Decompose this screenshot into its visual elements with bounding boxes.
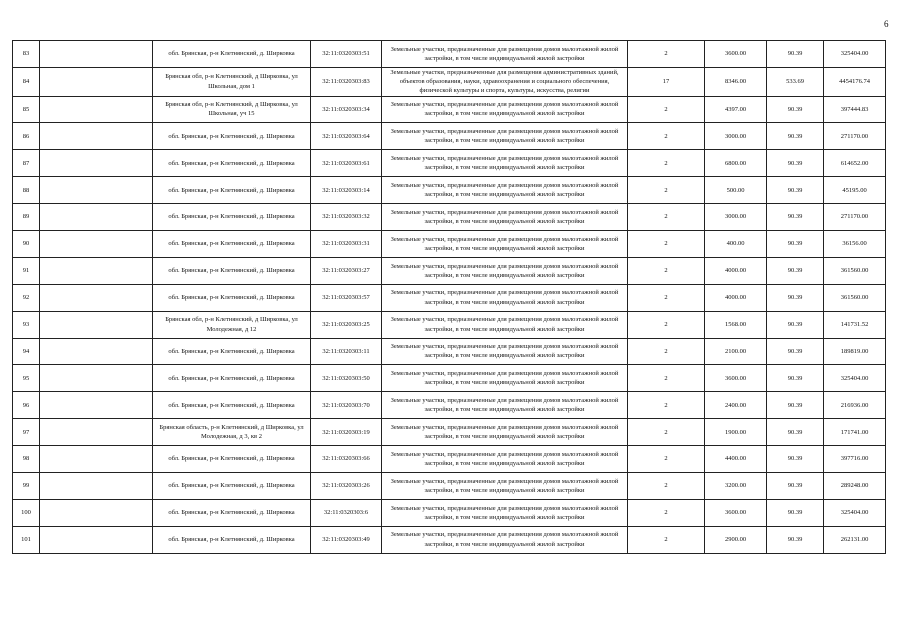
cell-use-group: 2 [628, 177, 705, 204]
cell-area: 3600.00 [705, 41, 767, 68]
cell-row-number: 83 [13, 41, 40, 68]
cell-spacer [40, 150, 153, 177]
cell-row-number: 91 [13, 257, 40, 284]
cell-cadastral-number: 32:11:0320303:66 [311, 446, 382, 473]
cell-spacer [40, 284, 153, 311]
cell-use-group: 2 [628, 392, 705, 419]
cell-specific-value: 90.39 [767, 311, 824, 338]
cell-land-use: Земельные участки, предназначенные для размещения домов малоэтажной жилой застройки, в том числе индивидуальной жилой застройки [382, 499, 628, 526]
cell-area: 1568.00 [705, 311, 767, 338]
cell-specific-value: 90.39 [767, 123, 824, 150]
cell-row-number: 84 [13, 67, 40, 96]
cell-spacer [40, 365, 153, 392]
cell-cadastral-value: 325404.00 [824, 41, 886, 68]
cell-use-group: 2 [628, 123, 705, 150]
cell-spacer [40, 526, 153, 553]
cell-spacer [40, 230, 153, 257]
table-row [13, 41, 886, 68]
table-row [13, 177, 886, 204]
cell-cadastral-value: 397444.83 [824, 96, 886, 123]
cell-specific-value: 90.39 [767, 526, 824, 553]
cell-cadastral-value: 614652.00 [824, 150, 886, 177]
cell-cadastral-value: 271170.00 [824, 204, 886, 231]
cell-address: обл. Брянская, р-н Клетнянский, д. Ширковка [153, 499, 311, 526]
cell-row-number: 99 [13, 472, 40, 499]
table-row [13, 526, 886, 553]
cell-specific-value: 90.39 [767, 499, 824, 526]
cell-address: обл. Брянская, р-н Клетнянский, д. Ширковка [153, 526, 311, 553]
cell-spacer [40, 204, 153, 231]
cell-spacer [40, 446, 153, 473]
cell-row-number: 94 [13, 338, 40, 365]
cell-land-use: Земельные участки, предназначенные для размещения домов малоэтажной жилой застройки, в том числе индивидуальной жилой застройки [382, 338, 628, 365]
table-body [13, 41, 886, 554]
cell-area: 4000.00 [705, 257, 767, 284]
cell-area: 3000.00 [705, 204, 767, 231]
cell-area: 4000.00 [705, 284, 767, 311]
cell-row-number: 97 [13, 419, 40, 446]
cell-area: 4397.00 [705, 96, 767, 123]
table-row [13, 257, 886, 284]
cell-row-number: 85 [13, 96, 40, 123]
cell-address: обл. Брянская, р-н Клетнянский, д. Ширковка [153, 257, 311, 284]
cell-address: обл. Брянская, р-н Клетнянский, д. Ширковка [153, 446, 311, 473]
cell-use-group: 2 [628, 419, 705, 446]
cell-cadastral-number: 32:11:0320303:31 [311, 230, 382, 257]
cell-cadastral-number: 32:11:0320303:27 [311, 257, 382, 284]
cell-cadastral-value: 189819.00 [824, 338, 886, 365]
cell-cadastral-value: 361560.00 [824, 257, 886, 284]
cell-specific-value: 90.39 [767, 41, 824, 68]
cell-land-use: Земельные участки, предназначенные для размещения домов малоэтажной жилой застройки, в том числе индивидуальной жилой застройки [382, 365, 628, 392]
table-row [13, 499, 886, 526]
table-row [13, 311, 886, 338]
cell-row-number: 90 [13, 230, 40, 257]
cell-address: Брянская область, р-н Клетнянский, д Ширковка, ул Молодежная, д 3, кв 2 [153, 419, 311, 446]
cell-specific-value: 90.39 [767, 392, 824, 419]
cell-area: 2100.00 [705, 338, 767, 365]
cell-cadastral-number: 32:11:0320303:61 [311, 150, 382, 177]
cell-cadastral-value: 325404.00 [824, 499, 886, 526]
cell-cadastral-value: 289248.00 [824, 472, 886, 499]
cell-specific-value: 533.69 [767, 67, 824, 96]
cell-cadastral-number: 32:11:0320303:25 [311, 311, 382, 338]
cell-land-use: Земельные участки, предназначенные для размещения административных зданий, объектов образования, науки, здравоохранения и социального обеспечения, физической культуры и спорта, культуры, искусства, религии [382, 67, 628, 96]
cell-cadastral-number: 32:11:0320303:70 [311, 392, 382, 419]
cell-row-number: 96 [13, 392, 40, 419]
cell-spacer [40, 41, 153, 68]
cell-cadastral-value: 262131.00 [824, 526, 886, 553]
cell-address: обл. Брянская, р-н Клетнянский, д. Ширковка [153, 284, 311, 311]
cell-row-number: 101 [13, 526, 40, 553]
cell-use-group: 2 [628, 96, 705, 123]
table-row [13, 230, 886, 257]
table-row [13, 392, 886, 419]
cell-specific-value: 90.39 [767, 365, 824, 392]
cell-use-group: 2 [628, 311, 705, 338]
cell-area: 8346.00 [705, 67, 767, 96]
cell-spacer [40, 177, 153, 204]
cell-area: 3200.00 [705, 472, 767, 499]
cell-cadastral-value: 271170.00 [824, 123, 886, 150]
cell-use-group: 2 [628, 338, 705, 365]
cell-use-group: 2 [628, 150, 705, 177]
cell-land-use: Земельные участки, предназначенные для размещения домов малоэтажной жилой застройки, в том числе индивидуальной жилой застройки [382, 123, 628, 150]
cell-cadastral-number: 32:11:0320303:64 [311, 123, 382, 150]
cell-use-group: 17 [628, 67, 705, 96]
cell-cadastral-number: 32:11:0320303:50 [311, 365, 382, 392]
cell-spacer [40, 338, 153, 365]
cell-cadastral-number: 32:11:0320303:32 [311, 204, 382, 231]
cell-cadastral-number: 32:11:0320303:51 [311, 41, 382, 68]
cell-area: 3000.00 [705, 123, 767, 150]
table-row [13, 338, 886, 365]
cell-cadastral-value: 141731.52 [824, 311, 886, 338]
cell-area: 3600.00 [705, 365, 767, 392]
cell-area: 400.00 [705, 230, 767, 257]
cell-address: Брянская обл, р-н Клетнянский, д Ширковка, ул Молодежная, д 12 [153, 311, 311, 338]
cell-spacer [40, 499, 153, 526]
cell-address: обл. Брянская, р-н Клетнянский, д. Ширковка [153, 177, 311, 204]
cell-cadastral-number: 32:11:0320303:19 [311, 419, 382, 446]
cell-area: 6800.00 [705, 150, 767, 177]
cell-land-use: Земельные участки, предназначенные для размещения домов малоэтажной жилой застройки, в том числе индивидуальной жилой застройки [382, 257, 628, 284]
cell-use-group: 2 [628, 284, 705, 311]
cell-specific-value: 90.39 [767, 472, 824, 499]
cell-address: Брянская обл, р-н Клетнянский, д Ширковка, ул Школьная, дом 1 [153, 67, 311, 96]
cell-use-group: 2 [628, 365, 705, 392]
cell-land-use: Земельные участки, предназначенные для размещения домов малоэтажной жилой застройки, в том числе индивидуальной жилой застройки [382, 177, 628, 204]
table-row [13, 204, 886, 231]
cell-address: обл. Брянская, р-н Клетнянский, д. Ширковка [153, 123, 311, 150]
cell-land-use: Земельные участки, предназначенные для размещения домов малоэтажной жилой застройки, в том числе индивидуальной жилой застройки [382, 419, 628, 446]
cell-area: 4400.00 [705, 446, 767, 473]
cell-cadastral-value: 361560.00 [824, 284, 886, 311]
cell-land-use: Земельные участки, предназначенные для размещения домов малоэтажной жилой застройки, в том числе индивидуальной жилой застройки [382, 204, 628, 231]
cell-area: 1900.00 [705, 419, 767, 446]
table-row [13, 472, 886, 499]
cell-use-group: 2 [628, 446, 705, 473]
cell-address: обл. Брянская, р-н Клетнянский, д. Ширковка [153, 338, 311, 365]
cell-area: 2400.00 [705, 392, 767, 419]
cell-specific-value: 90.39 [767, 446, 824, 473]
cell-cadastral-number: 32:11:0320303:14 [311, 177, 382, 204]
cell-row-number: 87 [13, 150, 40, 177]
cell-cadastral-value: 397716.00 [824, 446, 886, 473]
cell-cadastral-value: 4454176.74 [824, 67, 886, 96]
cell-address: обл. Брянская, р-н Клетнянский, д. Ширковка [153, 392, 311, 419]
cell-cadastral-number: 32:11:0320303:34 [311, 96, 382, 123]
cell-spacer [40, 67, 153, 96]
cell-address: обл. Брянская, р-н Клетнянский, д. Ширковка [153, 472, 311, 499]
table-row [13, 96, 886, 123]
cell-area: 2900.00 [705, 526, 767, 553]
cell-row-number: 89 [13, 204, 40, 231]
page-number: 6 [884, 19, 889, 29]
cell-use-group: 2 [628, 41, 705, 68]
cell-row-number: 93 [13, 311, 40, 338]
cell-use-group: 2 [628, 526, 705, 553]
cell-spacer [40, 257, 153, 284]
cell-cadastral-number: 32:11:0320303:11 [311, 338, 382, 365]
cell-land-use: Земельные участки, предназначенные для размещения домов малоэтажной жилой застройки, в том числе индивидуальной жилой застройки [382, 230, 628, 257]
cell-specific-value: 90.39 [767, 150, 824, 177]
table-row [13, 284, 886, 311]
cell-cadastral-value: 45195.00 [824, 177, 886, 204]
cell-cadastral-value: 325404.00 [824, 365, 886, 392]
cell-address: Брянская обл, р-н Клетнянский, д Ширковка, ул Школьная, уч 15 [153, 96, 311, 123]
cell-cadastral-number: 32:11:0320303:26 [311, 472, 382, 499]
cell-cadastral-value: 216936.00 [824, 392, 886, 419]
cell-land-use: Земельные участки, предназначенные для размещения домов малоэтажной жилой застройки, в том числе индивидуальной жилой застройки [382, 446, 628, 473]
cell-land-use: Земельные участки, предназначенные для размещения домов малоэтажной жилой застройки, в том числе индивидуальной жилой застройки [382, 526, 628, 553]
cell-use-group: 2 [628, 257, 705, 284]
cell-specific-value: 90.39 [767, 284, 824, 311]
cell-cadastral-value: 171741.00 [824, 419, 886, 446]
cell-spacer [40, 472, 153, 499]
cell-land-use: Земельные участки, предназначенные для размещения домов малоэтажной жилой застройки, в том числе индивидуальной жилой застройки [382, 96, 628, 123]
cell-specific-value: 90.39 [767, 96, 824, 123]
cell-use-group: 2 [628, 472, 705, 499]
cell-land-use: Земельные участки, предназначенные для размещения домов малоэтажной жилой застройки, в том числе индивидуальной жилой застройки [382, 41, 628, 68]
cell-row-number: 100 [13, 499, 40, 526]
table-row [13, 446, 886, 473]
cell-row-number: 98 [13, 446, 40, 473]
cell-cadastral-number: 32:11:0320303:6 [311, 499, 382, 526]
cell-row-number: 92 [13, 284, 40, 311]
cell-specific-value: 90.39 [767, 177, 824, 204]
table-row [13, 123, 886, 150]
cell-address: обл. Брянская, р-н Клетнянский, д. Ширковка [153, 204, 311, 231]
cell-cadastral-value: 36156.00 [824, 230, 886, 257]
cell-address: обл. Брянская, р-н Клетнянский, д. Ширковка [153, 150, 311, 177]
cell-specific-value: 90.39 [767, 338, 824, 365]
cell-spacer [40, 96, 153, 123]
cell-address: обл. Брянская, р-н Клетнянский, д. Ширковка [153, 230, 311, 257]
cell-spacer [40, 311, 153, 338]
cell-row-number: 95 [13, 365, 40, 392]
cell-address: обл. Брянская, р-н Клетнянский, д. Ширковка [153, 365, 311, 392]
land-registry-table [12, 40, 886, 554]
cell-land-use: Земельные участки, предназначенные для размещения домов малоэтажной жилой застройки, в том числе индивидуальной жилой застройки [382, 392, 628, 419]
table-row [13, 150, 886, 177]
cell-row-number: 86 [13, 123, 40, 150]
cell-use-group: 2 [628, 499, 705, 526]
cell-specific-value: 90.39 [767, 230, 824, 257]
cell-land-use: Земельные участки, предназначенные для размещения домов малоэтажной жилой застройки, в том числе индивидуальной жилой застройки [382, 284, 628, 311]
cell-row-number: 88 [13, 177, 40, 204]
cell-spacer [40, 392, 153, 419]
cell-area: 3600.00 [705, 499, 767, 526]
table-row [13, 67, 886, 96]
cell-area: 500.00 [705, 177, 767, 204]
cell-use-group: 2 [628, 204, 705, 231]
cell-specific-value: 90.39 [767, 419, 824, 446]
cell-spacer [40, 419, 153, 446]
cell-cadastral-number: 32:11:0320303:83 [311, 67, 382, 96]
cell-spacer [40, 123, 153, 150]
cell-cadastral-number: 32:11:0320303:57 [311, 284, 382, 311]
cell-land-use: Земельные участки, предназначенные для размещения домов малоэтажной жилой застройки, в том числе индивидуальной жилой застройки [382, 150, 628, 177]
table-row [13, 419, 886, 446]
cell-land-use: Земельные участки, предназначенные для размещения домов малоэтажной жилой застройки, в том числе индивидуальной жилой застройки [382, 311, 628, 338]
table-row [13, 365, 886, 392]
cell-specific-value: 90.39 [767, 257, 824, 284]
cell-use-group: 2 [628, 230, 705, 257]
cell-address: обл. Брянская, р-н Клетнянский, д. Ширковка [153, 41, 311, 68]
cell-specific-value: 90.39 [767, 204, 824, 231]
cell-land-use: Земельные участки, предназначенные для размещения домов малоэтажной жилой застройки, в том числе индивидуальной жилой застройки [382, 472, 628, 499]
cell-cadastral-number: 32:11:0320303:49 [311, 526, 382, 553]
